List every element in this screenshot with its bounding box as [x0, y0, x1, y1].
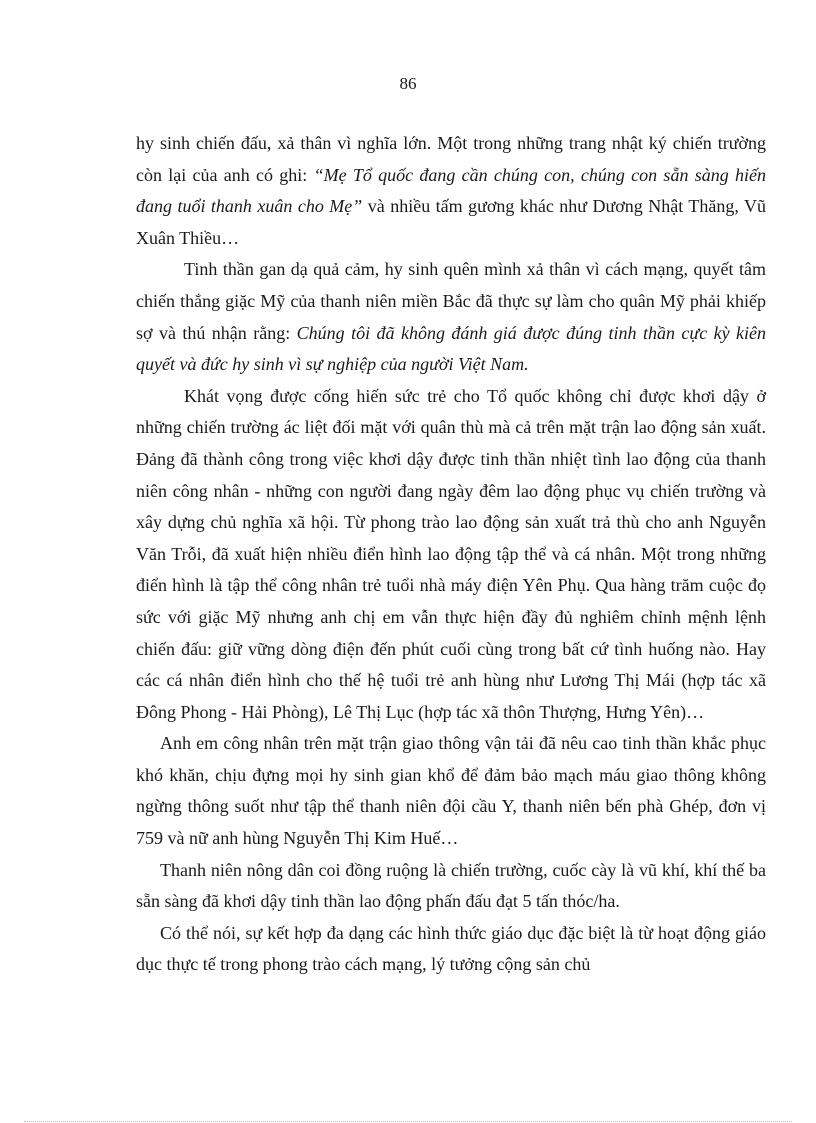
diary-quote: “Mẹ Tổ quốc đang cần chúng con, chúng con sẵn sàng hiến đang tuổi thanh xuân cho Mẹ” — [136, 164, 766, 217]
paragraph-1-tail: và nhiều tấm gương khác như Dương Nhật Thăng, Vũ Xuân Thiều… — [136, 196, 766, 248]
paragraph-1 — [136, 128, 766, 254]
paragraph-2-text: Tinh thần gan dạ quả cảm, hy sinh quên mình xả thân vì cách mạng, quyết tâm chiến thắng giặc Mỹ của thanh niên miền Bắc đã thực sự làm cho quân Mỹ phải khiếp sợ và thú nhận rằng: — [136, 259, 766, 343]
page-number: 86 — [399, 74, 417, 93]
paragraph-1-text: hy sinh chiến đấu, xả thân vì nghĩa lớn. Một trong những trang nhật ký chiến trường còn lại của anh có ghi: — [136, 133, 766, 185]
page-bottom-divider — [24, 1121, 792, 1122]
paragraph-5: Thanh niên nông dân coi đồng ruộng là chiến trường, cuốc cày là vũ khí, khí thế ba sẵn sàng đã khơi dậy tinh thần lao động phấn đấu đạt 5 tấn thóc/ha. — [136, 859, 766, 912]
us-admission-quote: Chúng tôi đã không đánh giá được đúng tinh thần cực kỳ kiên quyết và đức hy sinh vì sự nghiệp của người Việt Nam. — [136, 322, 766, 375]
paragraph-2 — [136, 254, 766, 380]
paragraph-4: Anh em công nhân trên mặt trận giao thông vận tải đã nêu cao tinh thần khắc phục khó khăn, chịu đựng mọi hy sinh gian khổ để đảm bảo mạch máu giao thông không ngừng thông suốt như tập thể thanh niên đội cầu Y, thanh niên bến phà Ghép, đơn vị 759 và nữ anh hùng Nguyễn Thị Kim Huế… — [136, 733, 766, 849]
paragraph-3: Khát vọng được cống hiến sức trẻ cho Tổ quốc không chỉ được khơi dậy ở những chiến trường ác liệt đối mặt với quân thù mà cả trên mặt trận lao động sản xuất. Đảng đã thành công trong việc khơi dậy được tinh thần nhiệt tình lao động của thanh niên công nhân - những con người đang ngày đêm lao động phục vụ chiến trường và xây dựng chủ nghĩa xã hội. Từ phong trào lao động sản xuất trả thù cho anh Nguyễn Văn Trỗi, đã xuất hiện nhiều điển hình lao động tập thể và cá nhân. Một trong những điển hình là tập thể công nhân trẻ tuổi nhà máy điện Yên Phụ. Qua hàng trăm cuộc đọ sức với giặc Mỹ nhưng anh chị em vẫn thực hiện đầy đủ nghiêm chỉnh mệnh lệnh chiến đấu: giữ vững dòng điện đến phút cuối cùng trong bất cứ tình huống nào. Hay các cá nhân điển hình cho thế hệ tuổi trẻ anh hùng như Lương Thị Mái (hợp tác xã Đông Phong - Hải Phòng), Lê Thị Lục (hợp tác xã thôn Thượng, Hưng Yên)… — [136, 385, 766, 722]
document-body — [136, 128, 766, 981]
paragraph-6: Có thể nói, sự kết hợp đa dạng các hình thức giáo dục đặc biệt là từ hoạt động giáo dục thực tế trong phong trào cách mạng, lý tưởng cộng sản chủ — [136, 922, 766, 975]
